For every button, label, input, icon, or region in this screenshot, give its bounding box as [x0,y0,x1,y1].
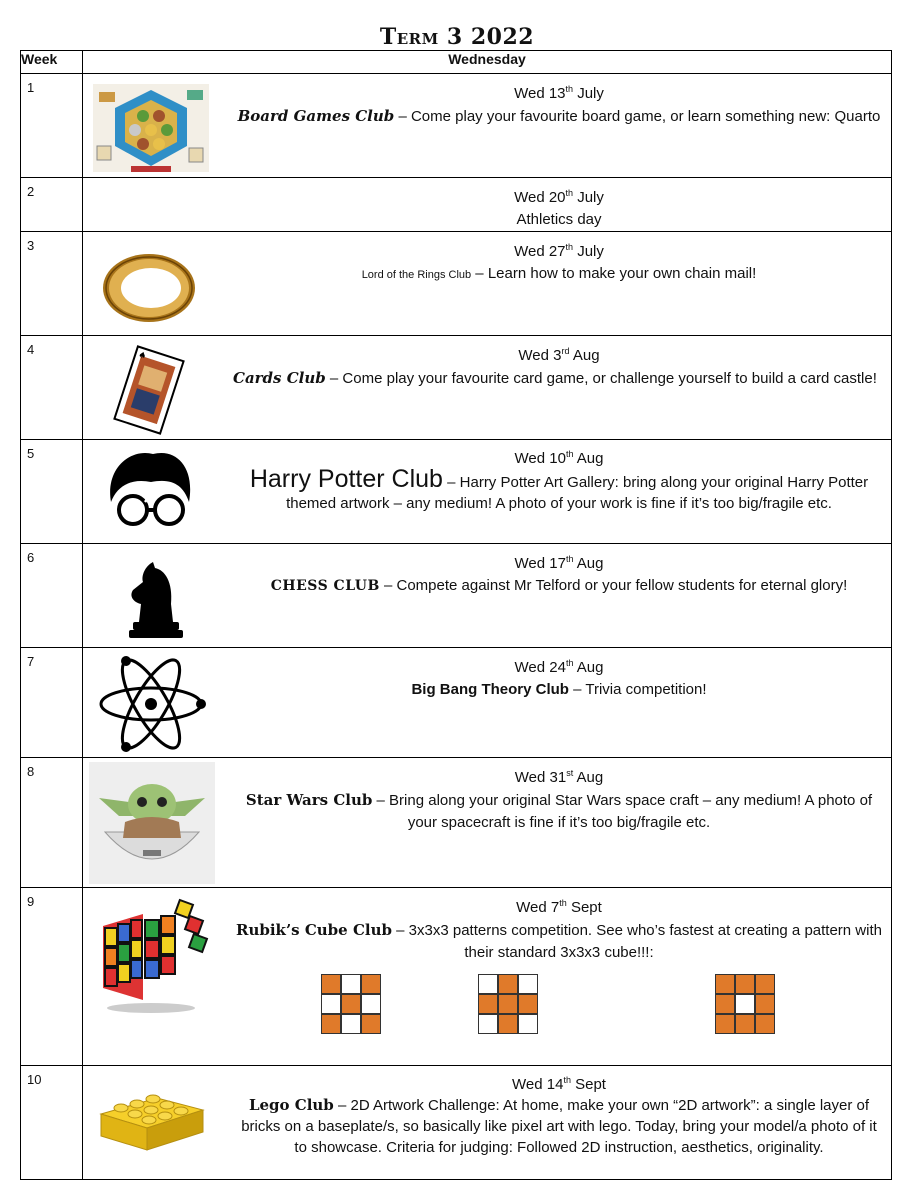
club-description: – Bring along your original Star Wars space craft – any medium! A photo of your spacecraft is fine if it’s too big/fragile etc. [372,792,873,831]
white-square [735,994,755,1014]
row-content [83,232,892,336]
board-game-icon [91,82,211,174]
event-date: Wed 20th July [514,188,604,206]
week-number: 2 [21,178,83,232]
event-date: Wed 24th Aug [514,658,604,676]
week-header: Week [21,51,83,74]
table-row [21,648,892,758]
row-content [83,544,892,648]
orange-square [361,1014,381,1034]
table-row [21,1066,892,1180]
orange-square [755,1014,775,1034]
harry-potter-icon [91,448,211,540]
week-number: 6 [21,544,83,648]
table-row [21,232,892,336]
club-name: Lego Club [248,1096,334,1114]
white-square [518,1014,538,1034]
row-content [83,1066,892,1180]
header-row [21,51,892,74]
page-title: Term 3 2022 [379,24,535,50]
cube-pattern [715,974,775,1034]
table-row [21,336,892,440]
orange-square [498,1014,518,1034]
playing-card-icon [91,344,211,436]
club-description: – Come play your favourite card game, or challenge yourself to build a card castle! [325,370,877,387]
orange-square [321,974,341,994]
schedule-table [20,50,892,1180]
orange-square [518,994,538,1014]
orange-square [498,994,518,1014]
club-description: – Trivia competition! [568,681,707,698]
cube-pattern [321,974,381,1034]
event-date: Wed 31st Aug [514,768,604,786]
club-description: – Come play your favourite board game, or learn something new: Quarto [394,108,881,125]
white-square [361,994,381,1014]
event-date: Wed 17th Aug [514,554,604,572]
row-content [83,336,892,440]
row-content [83,178,892,232]
event-date: Wed 3rd Aug [518,346,600,364]
orange-square [715,994,735,1014]
event-description: Athletics day [516,211,602,228]
club-description: – Harry Potter Art Gallery: bring along your original Harry Potter themed artwork – any medium! A photo of your work is fine if it’s too big/fragile etc. [286,474,869,512]
table-row [21,74,892,178]
event-date: Wed 27th July [514,242,604,260]
event-date: Wed 10th Aug [514,449,604,467]
atom-icon [91,656,211,752]
orange-square [361,974,381,994]
club-description: – Learn how to make your own chain mail! [471,265,757,282]
table-row [21,544,892,648]
orange-square [755,974,775,994]
event-date: Wed 13th July [514,84,604,102]
cube-patterns [233,974,885,1036]
week-number: 9 [21,888,83,1066]
table-row [21,888,892,1066]
white-square [478,1014,498,1034]
row-content [83,758,892,888]
table-row [21,440,892,544]
orange-square [478,994,498,1014]
club-name: Rubik’s Cube Club [236,921,392,939]
white-square [518,974,538,994]
white-square [341,1014,361,1034]
table-row [21,758,892,888]
orange-square [715,974,735,994]
orange-square [321,1014,341,1034]
club-name: Star Wars Club [245,791,373,809]
row-content [83,440,892,544]
ring-icon [91,240,211,332]
event-date: Wed 7th Sept [516,898,602,916]
club-description: – 2D Artwork Challenge: At home, make your own “2D artwork”: a single layer of bricks on a baseplate/s, so basically like pixel art with lego. Today, bring your model/a photo of it to showcase. Criteria for judging: Followed 2D instruction, aesthetics, originality. [241,1097,877,1156]
week-number: 1 [21,74,83,178]
week-number: 8 [21,758,83,888]
orange-square [715,1014,735,1034]
rubiks-cube-icon [91,896,211,1016]
orange-square [341,994,361,1014]
cube-pattern [478,974,538,1034]
table-row [21,178,892,232]
row-content [83,888,892,1066]
week-number: 4 [21,336,83,440]
event-date: Wed 14th Sept [512,1075,606,1093]
chess-knight-icon [91,552,211,644]
orange-square [735,974,755,994]
club-description: – Compete against Mr Telford or your fellow students for eternal glory! [379,577,848,594]
orange-square [735,1014,755,1034]
orange-square [498,974,518,994]
row-content [83,74,892,178]
lego-brick-icon [91,1074,211,1154]
club-name: Lord of the Rings Club [361,269,472,281]
club-name: Board Games Club [237,107,395,125]
club-name: Harry Potter Club [249,465,443,493]
week-number: 3 [21,232,83,336]
club-name: Big Bang Theory Club [411,681,569,698]
week-number: 5 [21,440,83,544]
white-square [321,994,341,1014]
baby-yoda-icon [89,762,209,884]
svg-text:♠: ♠ [136,350,148,363]
orange-square [755,994,775,1014]
week-number: 7 [21,648,83,758]
club-name: Cards Club [233,369,326,387]
white-square [341,974,361,994]
club-description: – 3x3x3 patterns competition. See who’s fastest at creating a pattern with their standard 3x3x3 cube!!!: [391,922,882,961]
club-name: CHESS CLUB [270,578,380,594]
week-number: 10 [21,1066,83,1180]
white-square [478,974,498,994]
wednesday-header: Wednesday [83,51,892,74]
row-content [83,648,892,758]
